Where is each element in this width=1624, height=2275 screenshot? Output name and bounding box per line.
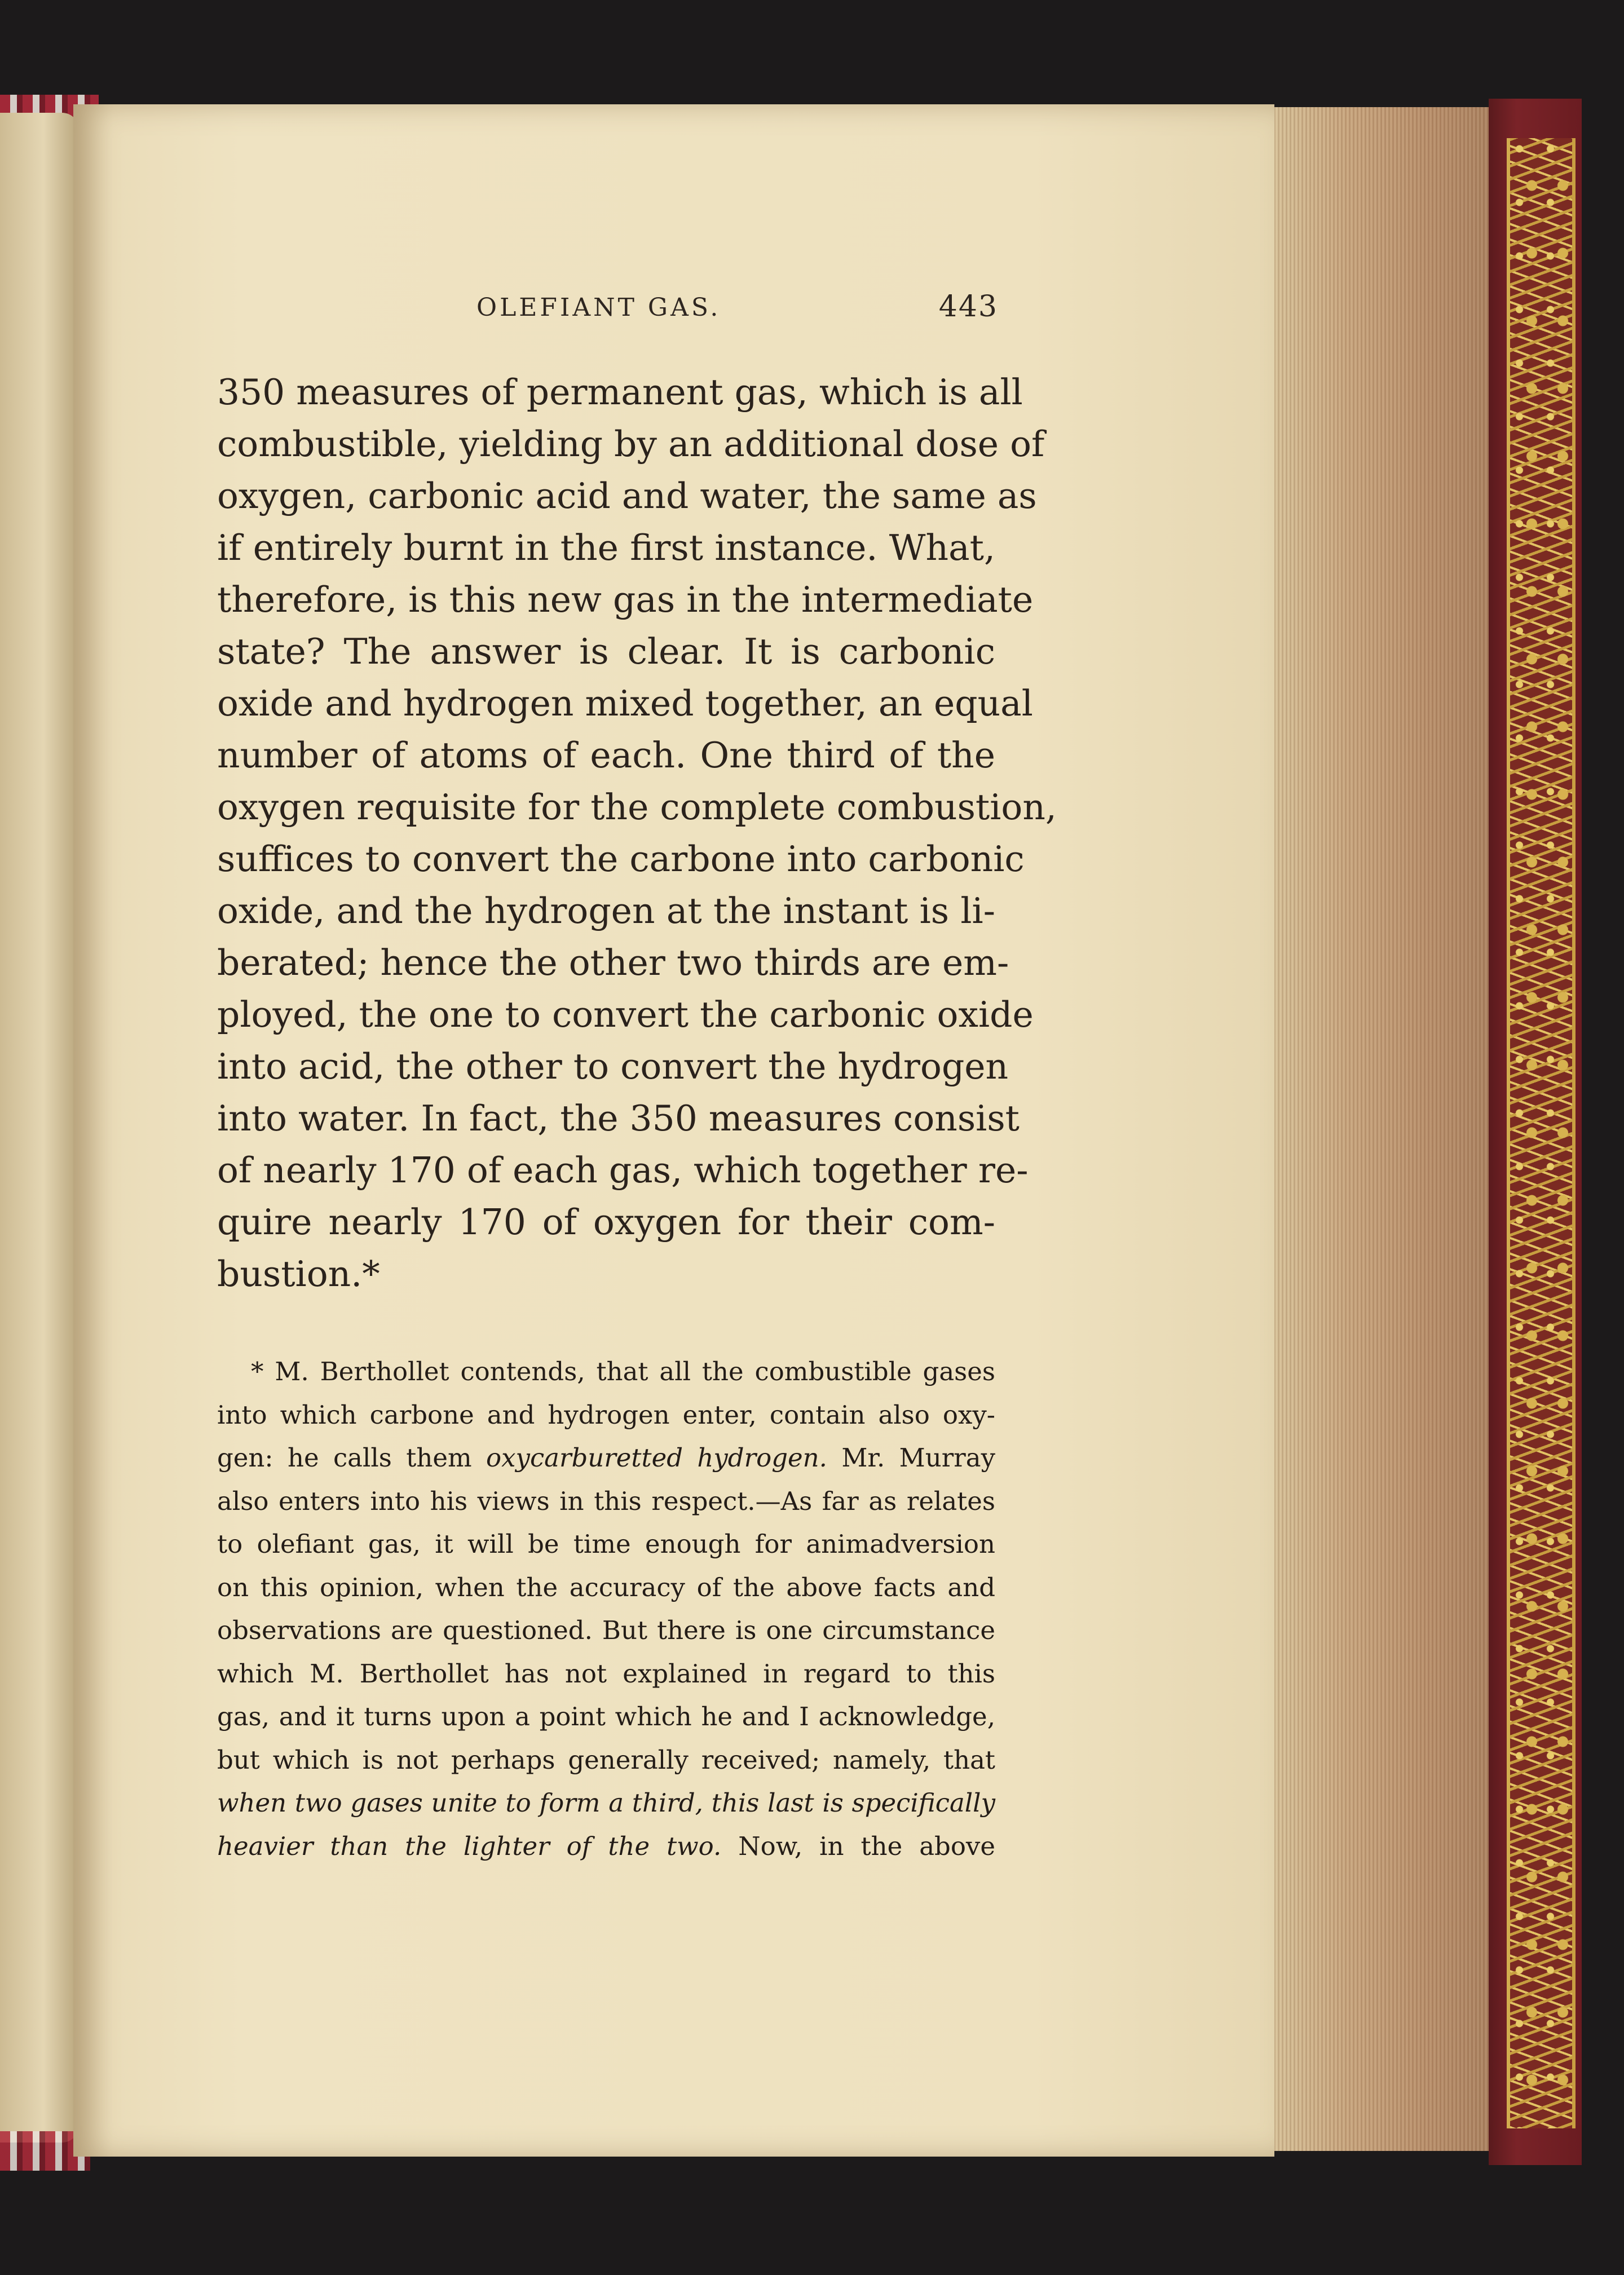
body-line: combustible, yielding by an additional dose of — [217, 423, 1045, 465]
footnote-text: Now, in the above — [721, 1831, 995, 1861]
body-line: if entirely burnt in the first instance. What, — [217, 527, 995, 568]
body-line: oxygen requisite for the complete combustion, — [217, 787, 1057, 828]
footnote-line: also enters into his views in this respect.—As far as relates — [217, 1486, 995, 1516]
body-line: suffices to convert the carbone into carbonic — [217, 838, 1025, 880]
footnote-line: observations are questioned. But there is one circumstance — [217, 1615, 995, 1645]
body-text — [217, 366, 1057, 1300]
body-line: therefore, is this new gas in the intermediate — [217, 579, 1034, 620]
body-line: bustion.* — [217, 1253, 380, 1295]
footnote-line: but which is not perhaps generally received; namely, that — [217, 1744, 995, 1775]
body-line: quire nearly 170 of oxygen for their com- — [217, 1201, 995, 1243]
footnote-line — [217, 1437, 995, 1480]
footnote-line — [217, 1825, 995, 1868]
footnote-line: gas, and it turns upon a point which he and I acknowledge, — [217, 1702, 995, 1731]
body-line: of nearly 170 of each gas, which together re- — [217, 1150, 1029, 1191]
footnote-line: into which carbone and hydrogen enter, contain also oxy- — [217, 1399, 995, 1430]
body-line: berated; hence the other two thirds are em- — [217, 942, 1009, 983]
footnote-line: * M. Berthollet contends, that all the combustible gases — [251, 1357, 995, 1386]
footnote-line: on this opinion, when the accuracy of the above facts and — [217, 1572, 995, 1602]
footnote-italic-phrase: heavier than the lighter of the two. — [217, 1831, 722, 1861]
footnote — [217, 1350, 995, 1868]
footnote-italic-term: oxycarburetted hydrogen. — [486, 1443, 827, 1473]
body-line: state? The answer is clear. It is carbonic — [217, 631, 995, 672]
body-line: number of atoms of each. One third of the — [217, 735, 995, 776]
body-line: oxygen, carbonic acid and water, the same as — [217, 475, 1037, 516]
page-fore-edge — [1266, 107, 1494, 2151]
running-head — [476, 288, 998, 333]
body-line: into acid, the other to convert the hydrogen — [217, 1046, 1009, 1087]
body-line: 350 measures of permanent gas, which is all — [217, 372, 1023, 413]
running-title: OLEFIANT GAS. — [476, 293, 721, 322]
body-line: into water. In fact, the 350 measures consist — [217, 1098, 1020, 1139]
footnote-line: to olefiant gas, it will be time enough for animadversion — [217, 1529, 995, 1559]
gilt-border-ornament — [1507, 138, 1576, 2128]
page-number: 443 — [938, 290, 998, 324]
facing-page-edge — [0, 113, 79, 2143]
body-line: oxide, and the hydrogen at the instant is li- — [217, 890, 995, 931]
footnote-text: Mr. Murray — [827, 1443, 996, 1473]
footnote-line: which M. Berthollet has not explained in regard to this — [217, 1658, 995, 1689]
footnote-text: gen: he calls them — [217, 1443, 487, 1473]
footnote-line: when two gases unite to form a third, this last is specifically — [217, 1788, 995, 1818]
body-line: oxide and hydrogen mixed together, an equal — [217, 683, 1033, 724]
body-line: ployed, the one to convert the carbonic oxide — [217, 994, 1034, 1035]
